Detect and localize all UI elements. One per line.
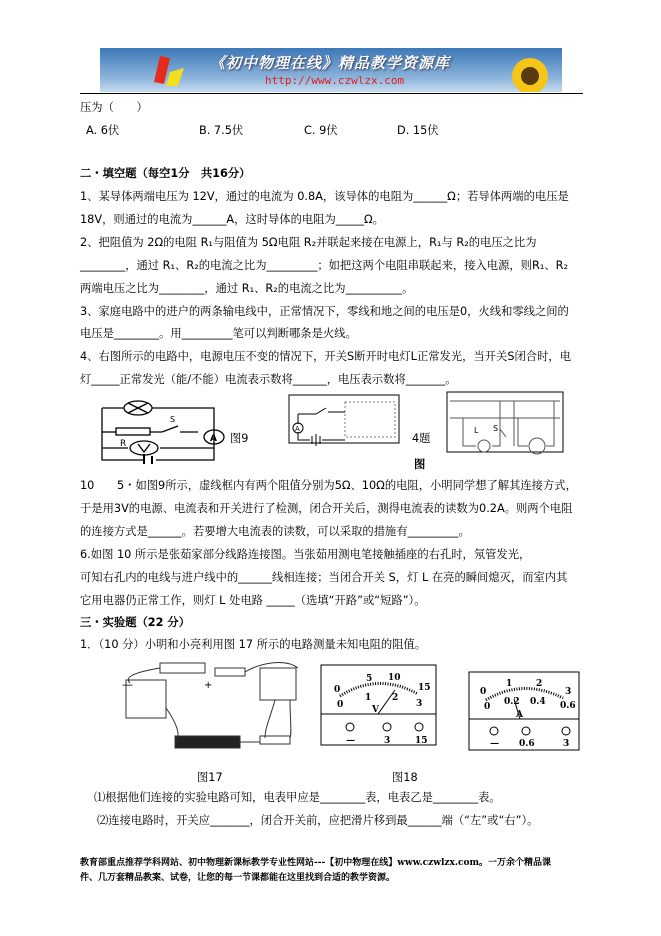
footer-line-2: 件、几万套精品教案、试卷，让您的每一节课都能在这里找到合适的教学资源。 <box>80 873 396 883</box>
figure-caption-9: 图9 <box>230 432 249 445</box>
ammeter-dial-fig18 <box>468 664 580 751</box>
svg-text:3: 3 <box>565 687 572 697</box>
header-divider <box>80 93 583 94</box>
site-banner <box>100 48 562 92</box>
svg-text:S: S <box>170 415 176 424</box>
svg-text:2: 2 <box>392 693 399 703</box>
circuit-diagram-fig9 <box>98 392 228 464</box>
svg-text:0: 0 <box>484 702 491 712</box>
circuit-diagram-dashed-box <box>288 394 403 446</box>
question-line: 它用电器仍正常工作，则灯 L 处电路 _____（选填“开路”或“短路”）。 <box>80 593 426 607</box>
svg-text:10: 10 <box>388 673 401 683</box>
section-heading: 二・填空题（每空1分 共16分） <box>80 167 251 180</box>
svg-text:0.6: 0.6 <box>560 701 576 711</box>
section-heading-experiment: 三・实验题（22 分） <box>80 616 191 629</box>
svg-text:0.4: 0.4 <box>530 697 546 707</box>
svg-text:3: 3 <box>384 736 391 746</box>
svg-text:A: A <box>295 425 300 433</box>
voltmeter-dial-fig18 <box>320 664 438 747</box>
svg-text:L: L <box>474 426 479 435</box>
svg-text:3: 3 <box>563 739 570 749</box>
svg-text:1: 1 <box>506 679 513 689</box>
svg-text:5: 5 <box>366 674 373 684</box>
option-b: B. 7.5伏 <box>199 124 244 137</box>
banner-url[interactable]: http://www.czwlzx.com <box>265 74 405 87</box>
logo-icon <box>150 54 190 88</box>
svg-text:0: 0 <box>480 687 487 697</box>
question-line: 电压是________。用_________笔可以判断哪条是火线。 <box>80 327 357 341</box>
option-d: D. 15伏 <box>397 124 439 137</box>
question-line: 两端电压之比为________，通过 R₁、R₂的电流之比为__________。 <box>80 281 414 295</box>
sunflower-icon <box>500 54 560 92</box>
circuit-photo-fig17 <box>120 658 300 758</box>
svg-text:0.2: 0.2 <box>504 697 520 707</box>
question-line: 2、把阻值为 2Ω的电阻 R₁与阻值为 5Ω电阻 R₂并联起来接在电源上，R₁与 R₂的电压之比为 <box>80 235 537 249</box>
question-line: 1、某导体两端电压为 12V，通过的电流为 0.8A，该导体的电阻为______Ω；若导体两端的电压是 <box>80 190 569 203</box>
figure-caption-q4: 4题 <box>412 432 431 445</box>
question-line: 灯_____正常发光（能/不能）电流表示数将______，电压表示数将_______。 <box>80 373 457 387</box>
question-line: 的连接方式是______。若要增大电流表的读数，可以采取的措施有_________。 <box>80 524 470 538</box>
figure-caption-18: 图18 <box>392 771 418 784</box>
svg-text:—: — <box>346 736 355 746</box>
banner-title: 《初中物理在线》精品教学资源库 <box>210 54 451 72</box>
svg-text:15: 15 <box>415 736 428 746</box>
question-line: 3、家庭电路中的进户的两条输电线中，正常情况下，零线和地之间的电压是0，火线和零线之间的 <box>80 304 569 318</box>
option-c: C. 9伏 <box>304 124 338 137</box>
question-stem: 压为（ ） <box>80 101 148 114</box>
svg-text:A: A <box>210 434 217 444</box>
question-line: 10 5・如图9所示，虚线框内有两个阻值分别为5Ω、10Ω的电阻，小明同学想了解其连接方式， <box>80 479 577 492</box>
question-line: 4、右图所示的电路中，电源电压不变的情况下，开关S断开时电灯L正常发光，当开关S闭合时，电 <box>80 350 571 364</box>
svg-text:R: R <box>120 439 127 449</box>
svg-text:1: 1 <box>365 693 372 703</box>
figure-caption-17: 图17 <box>197 771 223 784</box>
question-line: 于是用3V的电源、电流表和开关进行了检测，闭合开关后，测得电流表的读数为0.2A。则两个电阻 <box>80 501 573 515</box>
svg-text:V: V <box>372 705 379 715</box>
svg-text:S: S <box>493 424 499 433</box>
svg-text:—: — <box>490 739 499 749</box>
svg-text:0: 0 <box>337 700 344 710</box>
subquestion-2: ⑵连接电路时，开关应_______，闭合开关前，应把滑片移到最______端（“左”或“右”）。 <box>97 814 539 827</box>
svg-text:+: + <box>204 680 213 691</box>
footer-line-1: 教育部重点推荐学科网站、初中物理新课标教学专业性网站---【初中物理在线】www.czwlzx.com。一万余个精品课 <box>80 858 552 868</box>
question-line: 6.如图 10 所示是张茹家部分线路连接图。当张茹用测电笔接触插座的右孔时，氖管发光， <box>80 547 531 561</box>
figure-caption-q4b: 图 <box>414 458 426 471</box>
svg-text:0.6: 0.6 <box>519 739 535 749</box>
svg-text:—: — <box>122 678 133 691</box>
experiment-question-1: 1．（10 分）小明和小亮利用图 17 所示的电路测量未知电阻的阻值。 <box>80 638 427 651</box>
svg-text:3: 3 <box>416 699 423 709</box>
question-line: ________，通过 R₁、R₂的电流之比为_________；如把这两个电阻串联起来，接入电源，则R₁、R₂ <box>80 258 569 272</box>
svg-text:15: 15 <box>418 683 431 693</box>
svg-text:0: 0 <box>334 685 341 695</box>
question-line: 18V，则通过的电流为______A，这时导体的电阻为_____Ω。 <box>80 212 384 226</box>
svg-text:A: A <box>516 710 523 720</box>
option-a: A. 6伏 <box>86 124 120 137</box>
question-line: 可知右孔内的电线与进户线中的______线相连接；当闭合开关 S，灯 L 在亮的瞬间熄灭，而室内其 <box>80 570 568 584</box>
subquestion-1: ⑴根据他们连接的实验电路可知，电表甲应是________表，电表乙是________表。 <box>94 791 501 804</box>
household-circuit-diagram <box>446 391 566 455</box>
svg-text:2: 2 <box>536 679 543 689</box>
